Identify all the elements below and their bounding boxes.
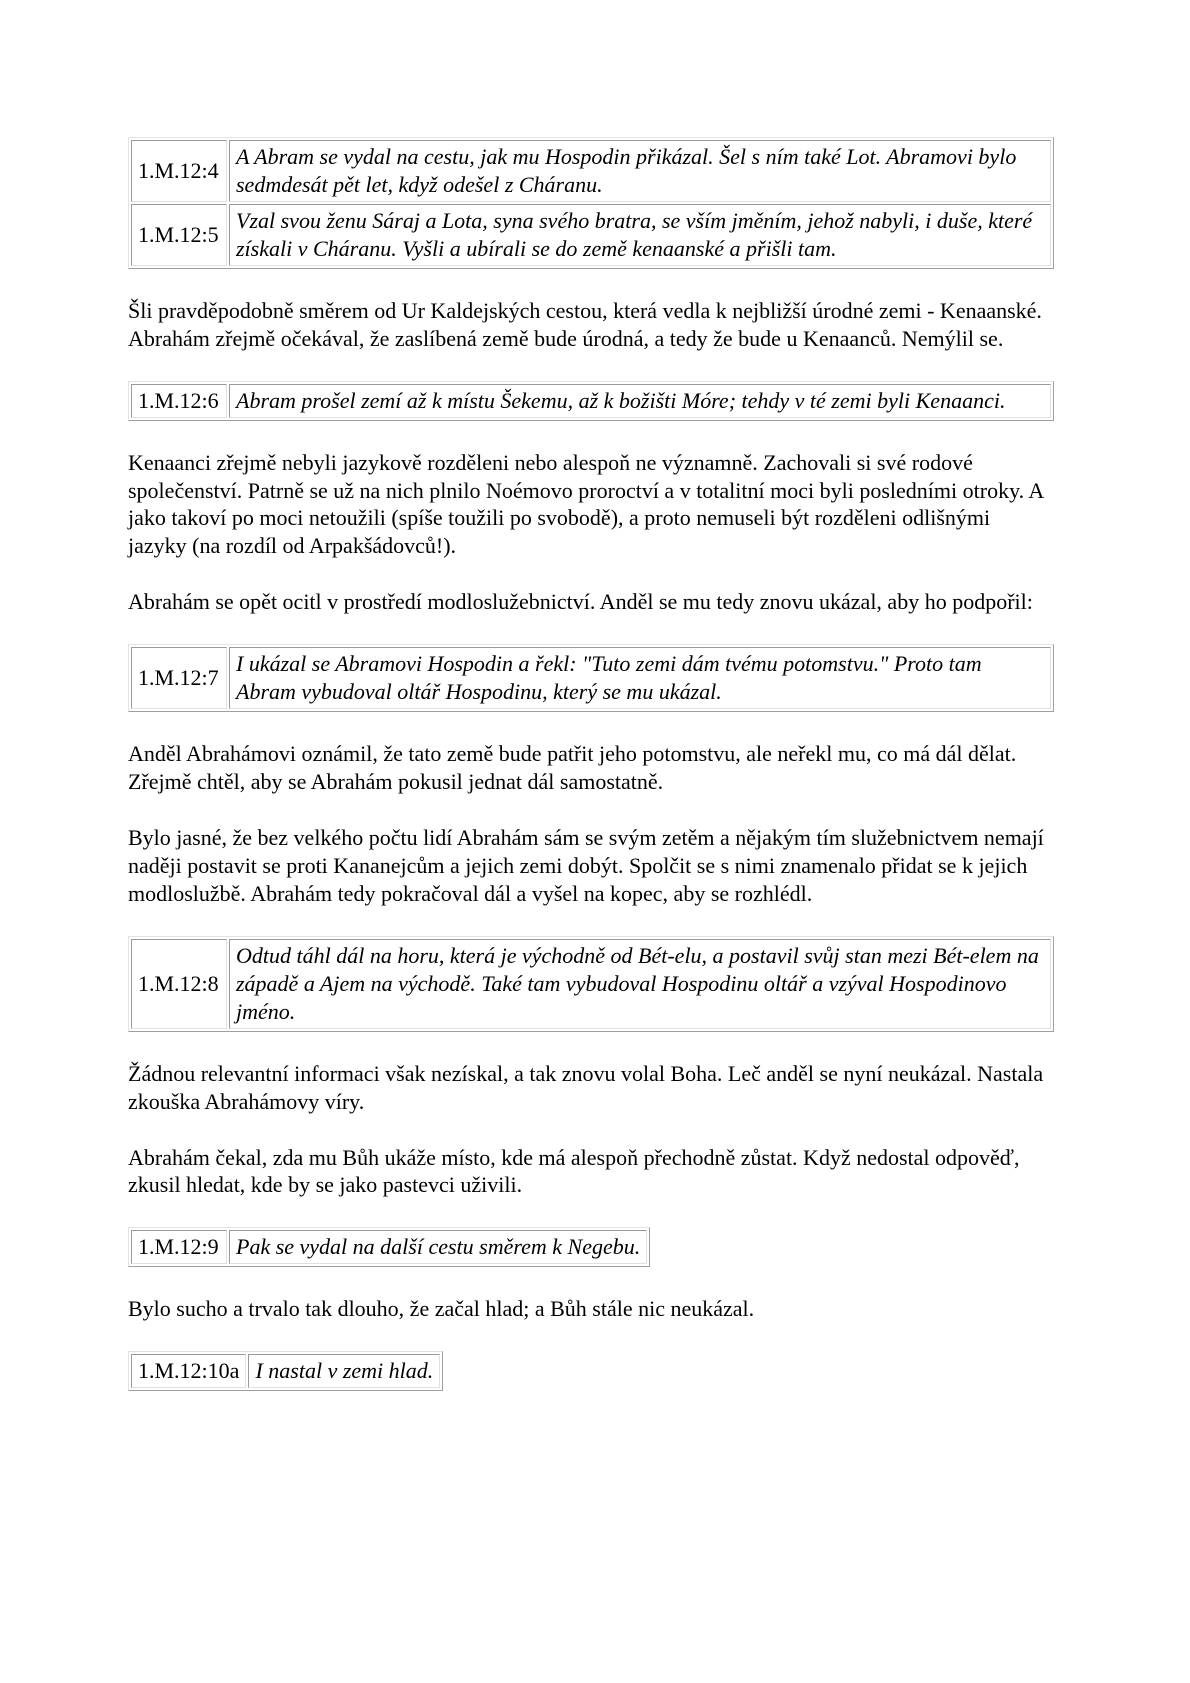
verse-row (131, 1230, 647, 1264)
commentary-paragraph: Anděl Abrahámovi oznámil, že tato země bude patřit jeho potomstvu, ale neřekl mu, co má dál dělat. Zřejmě chtěl, aby se Abrahám pokusil jednat dál samostatně. (128, 741, 1017, 795)
verse-reference: 1.M.12:6 (131, 384, 227, 418)
verse-text: A Abram se vydal na cestu, jak mu Hospodin přikázal. Šel s ním také Lot. Abramovi bylo sedmdesát pět let, když odešel z Cháranu. (229, 140, 1051, 202)
commentary-paragraph: Abrahám se opět ocitl v prostředí modloslužebnictví. Anděl se mu tedy znovu ukázal, aby ho podpořil: (128, 589, 1033, 615)
verse-text: I nastal v zemi hlad. (248, 1354, 440, 1388)
verse-reference: 1.M.12:7 (131, 647, 227, 709)
verse-reference: 1.M.12:10a (131, 1354, 246, 1388)
page-content (128, 137, 1054, 1419)
verse-table-12-10a (128, 1351, 443, 1391)
commentary-paragraph: Bylo sucho a trvalo tak dlouho, že začal hlad; a Bůh stále nic neukázal. (128, 1296, 755, 1322)
verse-row (131, 939, 1051, 1029)
commentary-paragraph: Šli pravděpodobně směrem od Ur Kaldejských cestou, která vedla k nejbližší úrodné zemi - Kenaanské. Abrahám zřejmě očekával, že zaslíbená země bude úrodná, a tedy že bude u Kenaanců. Nemýlil se. (128, 297, 1042, 351)
verse-row (131, 140, 1051, 202)
verse-table-12-9 (128, 1227, 650, 1267)
verse-reference: 1.M.12:5 (131, 204, 227, 266)
verse-row (131, 384, 1051, 418)
verse-table-12-6 (128, 381, 1054, 421)
verse-text: Odtud táhl dál na horu, která je východně od Bét-elu, a postavil svůj stan mezi Bét-elem na západě a Ajem na východě. Také tam vybudoval Hospodinu oltář a vzýval Hospodinovo jméno. (229, 939, 1051, 1029)
commentary-paragraph: Kenaanci zřejmě nebyli jazykově rozděleni nebo alespoň ne významně. Zachovali si své rodové společenství. Patrně se už na nich plnilo Noémovo proroctví a v totalitní moci byli posledními otroky. A jako takoví po moci netoužili (spíše toužili po svobodě), a proto nemuseli být rozděleni odlišnými jazyky (na rozdíl od Arpakšádovců!). (128, 449, 1044, 559)
verse-row (131, 647, 1051, 709)
verse-table-12-7 (128, 644, 1054, 712)
verse-row (131, 1354, 440, 1388)
verse-text: I ukázal se Abramovi Hospodin a řekl: "Tuto zemi dám tvému potomstvu." Proto tam Abram vybudoval oltář Hospodinu, který se mu ukázal. (229, 647, 1051, 709)
verse-text: Vzal svou ženu Sáraj a Lota, syna svého bratra, se vším jměním, jehož nabyli, i duše, které získali v Cháranu. Vyšli a ubírali se do země kenaanské a přišli tam. (229, 204, 1051, 266)
verse-reference: 1.M.12:8 (131, 939, 227, 1029)
verse-text: Abram prošel zemí až k místu Šekemu, až k božišti Móre; tehdy v té zemi byli Kenaanci. (229, 384, 1051, 418)
verse-table-12-4-5 (128, 137, 1054, 269)
verse-table-12-8 (128, 936, 1054, 1032)
verse-text: Pak se vydal na další cestu směrem k Negebu. (229, 1230, 647, 1264)
verse-row (131, 204, 1051, 266)
commentary-paragraph: Žádnou relevantní informaci však nezískal, a tak znovu volal Boha. Leč anděl se nyní neukázal. Nastala zkouška Abrahámovy víry. (128, 1060, 1044, 1114)
verse-reference: 1.M.12:4 (131, 140, 227, 202)
commentary-paragraph: Abrahám čekal, zda mu Bůh ukáže místo, kde má alespoň přechodně zůstat. Když nedostal odpověď, zkusil hledat, kde by se jako pastevci uživili. (128, 1144, 1020, 1198)
verse-reference: 1.M.12:9 (131, 1230, 227, 1264)
commentary-paragraph: Bylo jasné, že bez velkého počtu lidí Abrahám sám se svým zetěm a nějakým tím služebnictvem nemají naději postavit se proti Kananejcům a jejich zemi dobýt. Spolčit se s nimi znamenalo přidat se k jejich modloslužbě. Abrahám tedy pokračoval dál a vyšel na kopec, aby se rozhlédl. (128, 825, 1044, 906)
